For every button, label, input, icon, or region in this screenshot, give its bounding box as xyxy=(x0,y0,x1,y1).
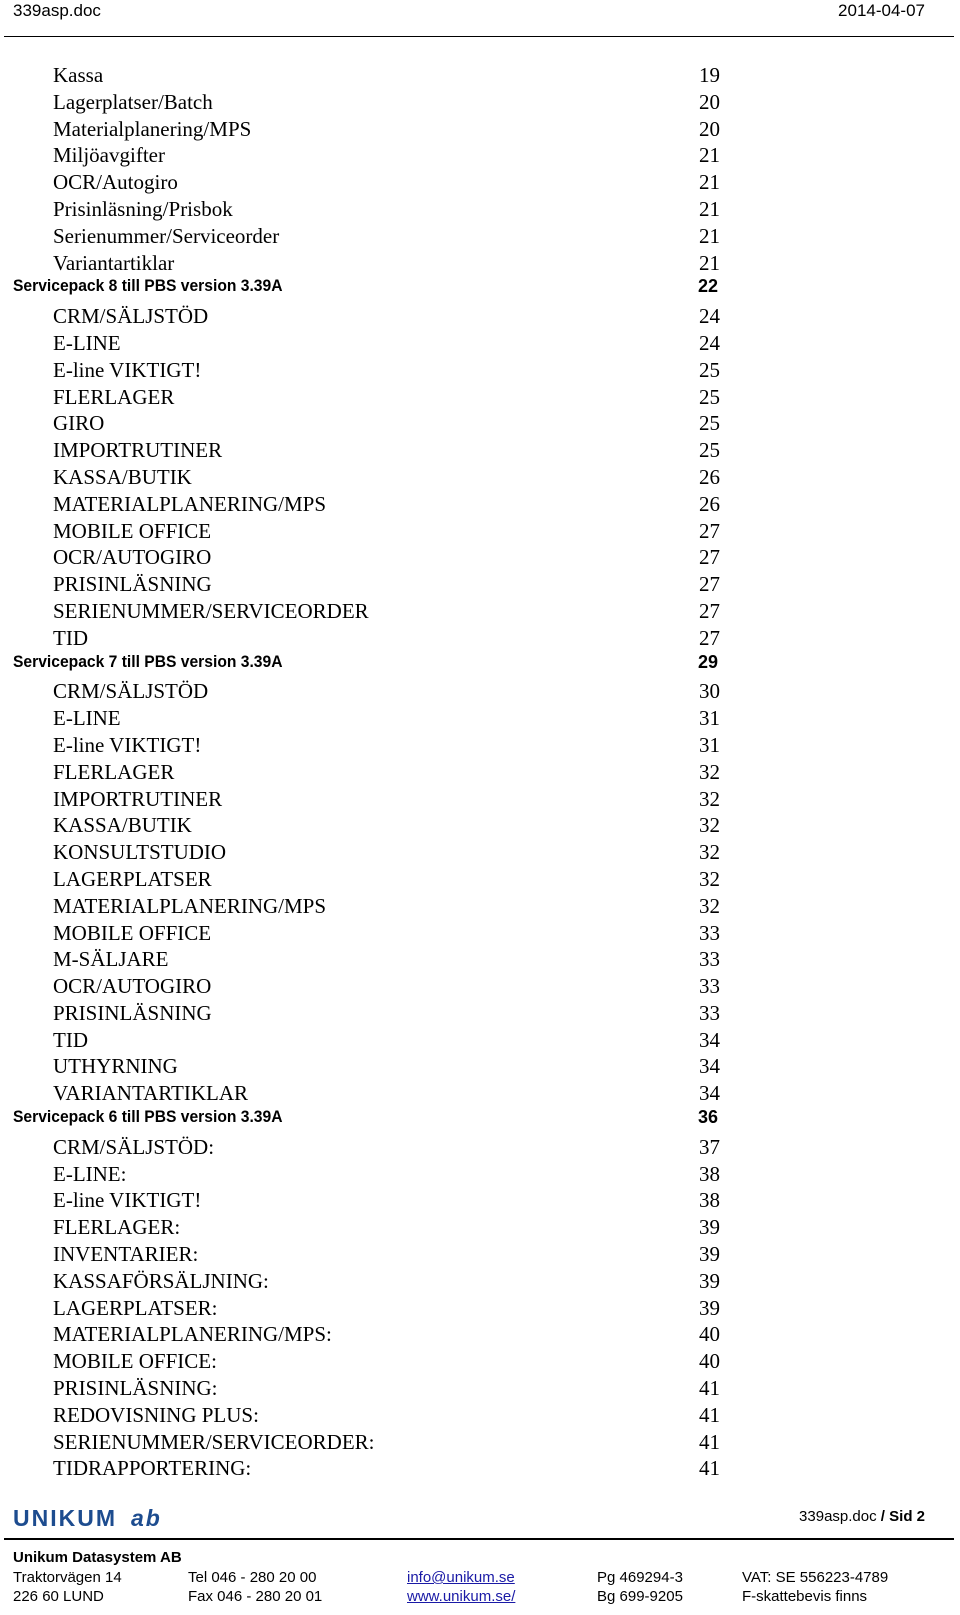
header-date: 2014-04-07 xyxy=(838,1,925,20)
toc-entry-row[interactable] xyxy=(0,518,960,545)
toc-page-number: 38 xyxy=(699,1188,720,1213)
footer-tax xyxy=(742,1568,888,1606)
toc-entry-row[interactable] xyxy=(0,330,960,357)
table-of-contents xyxy=(0,62,960,1482)
email-link[interactable]: info@unikum.se xyxy=(407,1569,515,1586)
toc-entry-row[interactable] xyxy=(0,384,960,411)
toc-entry-label: REDOVISNING PLUS: xyxy=(53,1402,259,1427)
toc-page-number: 21 xyxy=(699,223,720,248)
toc-entry-row[interactable] xyxy=(0,1241,960,1268)
footer-contact xyxy=(407,1568,515,1606)
toc-entry-row[interactable] xyxy=(0,678,960,705)
toc-entry-label: Kassa xyxy=(53,63,104,87)
toc-entry-label: M-SÄLJARE xyxy=(53,947,169,972)
toc-page-number: 27 xyxy=(699,625,720,650)
toc-entry-label: Prisinläsning/Prisbok xyxy=(53,196,233,221)
toc-page-number: 33 xyxy=(699,920,720,945)
toc-page-number: 36 xyxy=(697,1107,718,1128)
toc-entry-label: Materialplanering/MPS xyxy=(53,116,252,141)
toc-entry-row[interactable] xyxy=(0,169,960,196)
toc-entry-label: PRISINLÄSNING xyxy=(53,572,212,597)
toc-page-number: 32 xyxy=(699,866,720,891)
toc-entry-label: OCR/AUTOGIRO xyxy=(53,974,212,999)
toc-entry-label: UTHYRNING xyxy=(53,1054,178,1079)
toc-entry-label: CRM/SÄLJSTÖD: xyxy=(53,1134,215,1159)
toc-page-number: 29 xyxy=(697,651,718,672)
address-street: Traktorvägen 14 xyxy=(13,1569,122,1586)
toc-entry-label: MOBILE OFFICE xyxy=(53,518,212,543)
toc-entry-label: OCR/Autogiro xyxy=(53,170,178,195)
toc-entry-row[interactable] xyxy=(0,437,960,464)
toc-section-title: Servicepack 6 till PBS version 3.39A xyxy=(13,1107,283,1127)
toc-entry-label: KASSA/BUTIK xyxy=(53,813,192,838)
toc-entry-label: FLERLAGER xyxy=(53,759,175,784)
toc-page-number: 40 xyxy=(699,1322,720,1347)
toc-entry-row[interactable] xyxy=(0,250,960,277)
toc-entry-label: MATERIALPLANERING/MPS xyxy=(53,491,327,516)
toc-entry-label: PRISINLÄSNING xyxy=(53,1000,212,1025)
toc-entry-row[interactable] xyxy=(0,920,960,947)
toc-entry-label: E-LINE xyxy=(53,330,121,355)
footer-address xyxy=(13,1568,122,1606)
header-filename: 339asp.doc xyxy=(13,1,101,20)
website-link[interactable]: www.unikum.se/ xyxy=(407,1588,516,1605)
toc-entry-row[interactable] xyxy=(0,1295,960,1322)
toc-page-number: 21 xyxy=(699,250,720,275)
footer-divider xyxy=(4,1538,954,1540)
toc-page-number: 40 xyxy=(699,1349,720,1374)
phone-number: Tel 046 - 280 20 00 xyxy=(188,1569,317,1586)
toc-page-number: 39 xyxy=(699,1242,720,1267)
toc-entry-row[interactable] xyxy=(0,1053,960,1080)
toc-entry-row[interactable] xyxy=(0,1402,960,1429)
toc-page-number: 25 xyxy=(699,438,720,463)
toc-page-number: 27 xyxy=(699,598,720,623)
toc-entry-label: OCR/AUTOGIRO xyxy=(53,545,212,570)
toc-entry-row[interactable] xyxy=(0,1187,960,1214)
toc-entry-row[interactable] xyxy=(0,1348,960,1375)
toc-entry-row[interactable] xyxy=(0,1455,960,1482)
toc-entry-row[interactable] xyxy=(0,1027,960,1054)
toc-page-number: 41 xyxy=(699,1402,720,1427)
toc-page-number: 21 xyxy=(699,143,720,168)
toc-entry-label: E-line VIKTIGT! xyxy=(53,357,202,382)
company-name: Unikum Datasystem AB xyxy=(13,1549,182,1566)
toc-entry-label: MOBILE OFFICE: xyxy=(53,1349,217,1374)
toc-entry-label: E-line VIKTIGT! xyxy=(53,732,202,757)
toc-page-number: 26 xyxy=(699,464,720,489)
page-reference xyxy=(799,1508,925,1525)
toc-entry-label: E-LINE xyxy=(53,706,121,731)
toc-entry-row[interactable] xyxy=(0,1268,960,1295)
toc-entry-row[interactable] xyxy=(0,946,960,973)
toc-page-number: 33 xyxy=(699,974,720,999)
toc-entry-label: IMPORTRUTINER xyxy=(53,786,223,811)
toc-entry-row[interactable] xyxy=(0,759,960,786)
toc-page-number: 27 xyxy=(699,518,720,543)
toc-entry-label: SERIENUMMER/SERVICEORDER: xyxy=(53,1429,375,1454)
footer-giro xyxy=(597,1568,683,1606)
toc-entry-row[interactable] xyxy=(0,893,960,920)
toc-page-number: 27 xyxy=(699,572,720,597)
toc-page-number: 37 xyxy=(699,1134,720,1159)
toc-page-number: 32 xyxy=(699,786,720,811)
toc-entry-row[interactable] xyxy=(0,1375,960,1402)
toc-page-number: 22 xyxy=(697,276,718,297)
toc-page-number: 31 xyxy=(699,732,720,757)
toc-entry-row[interactable] xyxy=(0,544,960,571)
toc-page-number: 32 xyxy=(699,840,720,865)
toc-entry-row[interactable] xyxy=(0,1134,960,1161)
toc-page-number: 32 xyxy=(699,759,720,784)
toc-entry-row[interactable] xyxy=(0,357,960,384)
toc-entry-row[interactable] xyxy=(0,705,960,732)
toc-page-number: 34 xyxy=(699,1054,720,1079)
toc-section-row[interactable] xyxy=(0,1107,960,1134)
toc-section-row[interactable] xyxy=(0,276,960,303)
toc-entry-row[interactable] xyxy=(0,142,960,169)
toc-section-title: Servicepack 8 till PBS version 3.39A xyxy=(13,276,283,296)
toc-entry-label: Variantartiklar xyxy=(53,250,175,275)
toc-entry-row[interactable] xyxy=(0,1161,960,1188)
toc-page-number: 32 xyxy=(699,893,720,918)
toc-entry-label: TIDRAPPORTERING: xyxy=(53,1456,252,1481)
toc-page-number: 25 xyxy=(699,411,720,436)
toc-entry-row[interactable] xyxy=(0,303,960,330)
toc-page-number: 21 xyxy=(699,170,720,195)
toc-entry-row[interactable] xyxy=(0,866,960,893)
vat-number: VAT: SE 556223-4789 xyxy=(742,1569,889,1586)
toc-page-number: 39 xyxy=(699,1268,720,1293)
plusgiro: Pg 469294-3 xyxy=(597,1569,683,1586)
toc-entry-row[interactable] xyxy=(0,116,960,143)
logo-suffix: ab xyxy=(131,1505,162,1531)
toc-page-number: 39 xyxy=(699,1215,720,1240)
toc-entry-label: INVENTARIER: xyxy=(53,1242,199,1267)
page-ref-separator: / xyxy=(876,1508,890,1525)
toc-entry-label: LAGERPLATSER: xyxy=(53,1295,218,1320)
toc-entry-row[interactable] xyxy=(0,786,960,813)
toc-entry-label: TID xyxy=(53,625,88,650)
tax-certificate: F-skattebevis finns xyxy=(742,1588,868,1605)
toc-page-number: 27 xyxy=(699,545,720,570)
toc-page-number: 34 xyxy=(699,1081,720,1106)
page-ref-doc: 339asp.doc xyxy=(799,1508,877,1525)
toc-entry-row[interactable] xyxy=(0,973,960,1000)
toc-page-number: 31 xyxy=(699,706,720,731)
toc-entry-label: PRISINLÄSNING: xyxy=(53,1376,218,1401)
toc-entry-row[interactable] xyxy=(0,464,960,491)
toc-entry-row[interactable] xyxy=(0,625,960,652)
toc-entry-label: KONSULTSTUDIO xyxy=(53,840,227,865)
toc-page-number: 41 xyxy=(699,1429,720,1454)
toc-entry-label: GIRO xyxy=(53,411,105,436)
toc-entry-label: MATERIALPLANERING/MPS xyxy=(53,893,327,918)
toc-entry-row[interactable] xyxy=(0,89,960,116)
toc-entry-row[interactable] xyxy=(0,1321,960,1348)
toc-page-number: 24 xyxy=(699,330,720,355)
toc-entry-row[interactable] xyxy=(0,62,960,89)
footer-phone xyxy=(188,1568,322,1606)
toc-entry-label: CRM/SÄLJSTÖD xyxy=(53,679,209,704)
toc-entry-label: MOBILE OFFICE xyxy=(53,920,212,945)
toc-page-number: 38 xyxy=(699,1161,720,1186)
toc-page-number: 20 xyxy=(699,89,720,114)
toc-page-number: 24 xyxy=(699,304,720,329)
toc-page-number: 32 xyxy=(699,813,720,838)
fax-number: Fax 046 - 280 20 01 xyxy=(188,1588,323,1605)
toc-entry-label: SERIENUMMER/SERVICEORDER xyxy=(53,598,369,623)
toc-page-number: 33 xyxy=(699,1000,720,1025)
bankgiro: Bg 699-9205 xyxy=(597,1588,683,1605)
toc-entry-row[interactable] xyxy=(0,812,960,839)
toc-page-number: 20 xyxy=(699,116,720,141)
toc-section-row[interactable] xyxy=(0,652,960,679)
toc-page-number: 30 xyxy=(699,679,720,704)
toc-page-number: 33 xyxy=(699,947,720,972)
toc-entry-label: Serienummer/Serviceorder xyxy=(53,223,280,248)
toc-page-number: 41 xyxy=(699,1376,720,1401)
toc-entry-label: KASSA/BUTIK xyxy=(53,464,192,489)
toc-page-number: 26 xyxy=(699,491,720,516)
toc-entry-row[interactable] xyxy=(0,223,960,250)
toc-page-number: 21 xyxy=(699,196,720,221)
toc-entry-label: LAGERPLATSER xyxy=(53,866,212,891)
toc-entry-row[interactable] xyxy=(0,839,960,866)
toc-entry-label: VARIANTARTIKLAR xyxy=(53,1081,248,1106)
page-header xyxy=(0,0,960,38)
toc-entry-row[interactable] xyxy=(0,1214,960,1241)
toc-entry-row[interactable] xyxy=(0,196,960,223)
toc-entry-row[interactable] xyxy=(0,410,960,437)
page-number: Sid 2 xyxy=(889,1508,925,1525)
header-divider xyxy=(4,36,954,37)
logo-wordmark: UNIKUM xyxy=(13,1505,117,1531)
toc-page-number: 34 xyxy=(699,1027,720,1052)
toc-entry-label: IMPORTRUTINER xyxy=(53,438,223,463)
toc-entry-row[interactable] xyxy=(0,732,960,759)
toc-entry-label: TID xyxy=(53,1027,88,1052)
toc-entry-label: KASSAFÖRSÄLJNING: xyxy=(53,1268,269,1293)
toc-entry-row[interactable] xyxy=(0,1429,960,1456)
toc-page-number: 25 xyxy=(699,384,720,409)
toc-entry-row[interactable] xyxy=(0,1080,960,1107)
toc-page-number: 41 xyxy=(699,1456,720,1481)
toc-entry-label: E-line VIKTIGT! xyxy=(53,1188,202,1213)
toc-entry-row[interactable] xyxy=(0,571,960,598)
toc-section-title: Servicepack 7 till PBS version 3.39A xyxy=(13,651,283,671)
toc-page-number: 39 xyxy=(699,1295,720,1320)
toc-page-number: 25 xyxy=(699,357,720,382)
toc-entry-row[interactable] xyxy=(0,598,960,625)
address-city: 226 60 LUND xyxy=(13,1588,104,1605)
toc-entry-label: FLERLAGER xyxy=(53,384,175,409)
toc-entry-label: Miljöavgifter xyxy=(53,143,165,168)
toc-page-number: 19 xyxy=(699,63,720,87)
toc-entry-label: FLERLAGER: xyxy=(53,1215,181,1240)
toc-entry-label: CRM/SÄLJSTÖD xyxy=(53,304,209,329)
toc-entry-row[interactable] xyxy=(0,491,960,518)
unikum-logo xyxy=(13,1505,162,1532)
toc-entry-label: MATERIALPLANERING/MPS: xyxy=(53,1322,332,1347)
toc-entry-label: Lagerplatser/Batch xyxy=(53,89,213,114)
toc-entry-label: E-LINE: xyxy=(53,1161,127,1186)
toc-entry-row[interactable] xyxy=(0,1000,960,1027)
